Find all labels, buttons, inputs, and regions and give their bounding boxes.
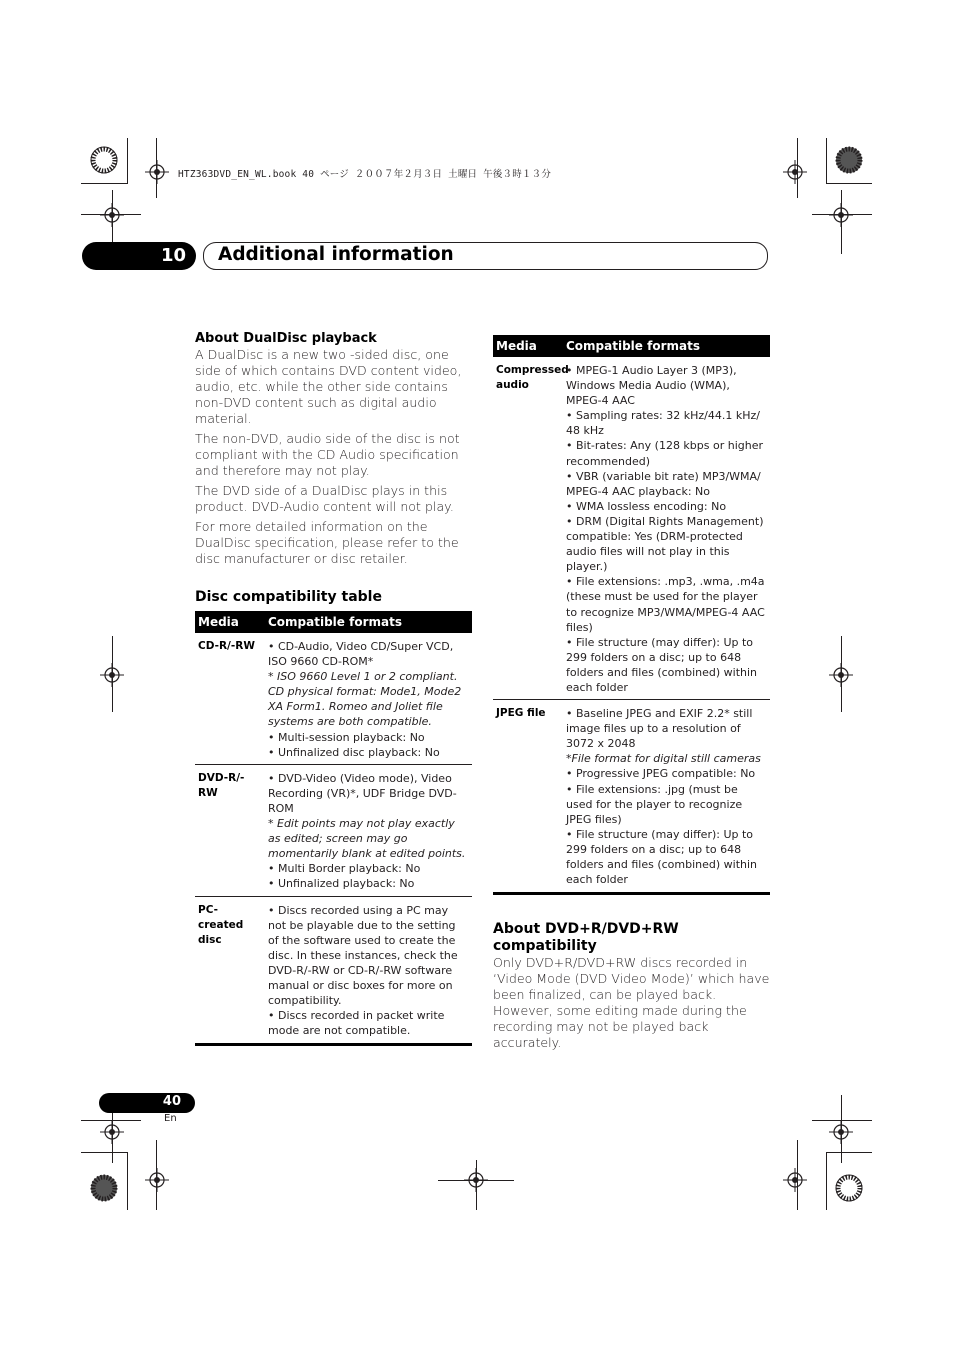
registration-mark-icon	[829, 663, 853, 687]
table-row	[195, 633, 472, 764]
dualdisc-heading: About DualDisc playback	[195, 331, 377, 346]
formats-cell	[563, 357, 770, 700]
formats-cell	[265, 896, 472, 1045]
dualdisc-paragraph: A DualDisc is a new two -sided disc, one side of which contains DVD content video, audio, etc. while the other side contains non-DVD content such as digital audio material.	[195, 347, 462, 426]
color-rosette-icon	[835, 1174, 863, 1202]
format-line: • WMA lossless encoding: No	[566, 499, 727, 513]
format-line: • Bit-rates: Any (128 kbps or higher recommended)	[566, 439, 764, 468]
formats-column-header: Compatible formats	[563, 335, 770, 357]
media-cell: Compressed audio	[493, 357, 563, 700]
format-line: • Multi Border playback: No	[268, 862, 421, 876]
format-line: • File extensions: .jpg (must be used for the player to recognize JPEG files)	[566, 782, 743, 826]
table-row	[493, 700, 770, 894]
media-cell: CD-R/-RW	[195, 633, 265, 764]
formats-cell	[265, 633, 472, 764]
page-number-badge	[99, 1093, 195, 1113]
registration-mark-icon	[464, 1168, 488, 1192]
compat-table-left	[195, 611, 472, 1046]
compat-table-right	[493, 335, 770, 895]
registration-mark-icon	[145, 160, 169, 184]
format-line: • Discs recorded in packet write mode are not compatible.	[268, 1009, 445, 1038]
format-line: • Progressive JPEG compatible: No	[566, 767, 756, 781]
format-line: * ISO 9660 Level 1 or 2 compliant. CD physical format: Mode1, Mode2 XA Form1. Romeo and Joliet file systems are both compatible.	[268, 670, 462, 729]
chapter-title: Additional information	[218, 244, 454, 265]
registration-mark-icon	[100, 203, 124, 227]
chapter-number: 10	[160, 245, 186, 266]
color-rosette-icon	[90, 146, 118, 174]
page-number: 40	[162, 1094, 181, 1109]
dvdplus-paragraph: Only DVD+R/DVD+RW discs recorded in ‘Video Mode (DVD Video Mode)’ which have been finalized, can be played back. However, some editing made during the recording may not be played back accurately.	[493, 955, 770, 1051]
registration-mark-icon	[100, 663, 124, 687]
format-line: * Edit points may not play exactly as edited; screen may go momentarily blank at edited points.	[268, 817, 466, 861]
registration-mark-icon	[100, 1120, 124, 1144]
dualdisc-paragraph: The non-DVD, audio side of the disc is not compliant with the CD Audio specification and therefore may not play.	[195, 431, 460, 478]
format-line: *File format for digital still cameras	[566, 752, 761, 766]
format-line: • DVD-Video (Video mode), Video Recording (VR)*, UDF Bridge DVD-ROM	[268, 771, 457, 815]
registration-mark-icon	[783, 160, 807, 184]
chapter-title-bar	[203, 242, 768, 270]
format-line: • MPEG-1 Audio Layer 3 (MP3), Windows Media Audio (WMA), MPEG-4 AAC	[566, 364, 737, 408]
table-row	[195, 896, 472, 1045]
format-line: • Unfinalized playback: No	[268, 877, 415, 891]
registration-mark-icon	[783, 1168, 807, 1192]
media-cell: JPEG file	[493, 700, 563, 894]
formats-column-header: Compatible formats	[265, 611, 472, 633]
format-line: • DRM (Digital Rights Management) compatible: Yes (DRM-protected audio files will not play in this player.)	[566, 514, 764, 574]
format-line: • Multi-session playback: No	[268, 730, 425, 744]
formats-cell	[265, 764, 472, 896]
registration-mark-icon	[829, 203, 853, 227]
registration-mark-icon	[829, 1120, 853, 1144]
format-line: • VBR (variable bit rate) MP3/WMA/ MPEG-4 AAC playback: No	[566, 469, 761, 498]
format-line: • Unfinalized disc playback: No	[268, 745, 440, 759]
media-column-header: Media	[195, 611, 265, 633]
format-line: • Discs recorded using a PC may not be playable due to the setting of the software used to create the disc. In these instances, check the DVD-R/-RW or CD-R/-RW software manual or disc boxes for more on compatibility.	[268, 903, 458, 1008]
registration-mark-icon	[145, 1168, 169, 1192]
table-row	[493, 357, 770, 700]
left-column	[195, 330, 472, 1046]
format-line: • File structure (may differ): Up to 299 folders on a disc; up to 648 folders and files (combined) within each folder	[566, 635, 758, 694]
right-column	[493, 335, 770, 1051]
file-header: HTZ363DVD_EN_WL.book 40 ページ ２００７年２月３日 土曜日 午後３時１３分	[178, 169, 552, 180]
format-line: • Baseline JPEG and EXIF 2.2* still image files up to a resolution of 3072 x 2048	[566, 707, 753, 751]
media-cell: DVD-R/-RW	[195, 764, 265, 896]
table-row	[195, 764, 472, 896]
color-rosette-icon	[90, 1174, 118, 1202]
chapter-number-badge	[82, 242, 196, 270]
format-line: • File extensions: .mp3, .wma, .m4a (these must be used for the player to recognize MP3/WMA/MPEG-4 AAC files)	[566, 575, 765, 634]
language-label: En	[164, 1113, 177, 1124]
dvdplus-heading: About DVD+R/DVD+RW compatibility	[493, 921, 679, 955]
media-column-header: Media	[493, 335, 563, 357]
format-line: • Sampling rates: 32 kHz/44.1 kHz/ 48 kHz	[566, 409, 760, 438]
media-cell: PC-created disc	[195, 896, 265, 1045]
format-line: • File structure (may differ): Up to 299 folders on a disc; up to 648 folders and files (combined) within each folder	[566, 827, 758, 887]
dualdisc-paragraph: The DVD side of a DualDisc plays in this product. DVD-Audio content will not play.	[195, 483, 454, 514]
compat-table-heading: Disc compatibility table	[195, 589, 382, 605]
color-rosette-icon	[835, 146, 863, 174]
dualdisc-paragraph: For more detailed information on the DualDisc specification, please refer to the disc manufacturer or disc retailer.	[195, 519, 459, 566]
formats-cell	[563, 700, 770, 894]
format-line: • CD-Audio, Video CD/Super VCD, ISO 9660 CD-ROM*	[268, 640, 454, 669]
